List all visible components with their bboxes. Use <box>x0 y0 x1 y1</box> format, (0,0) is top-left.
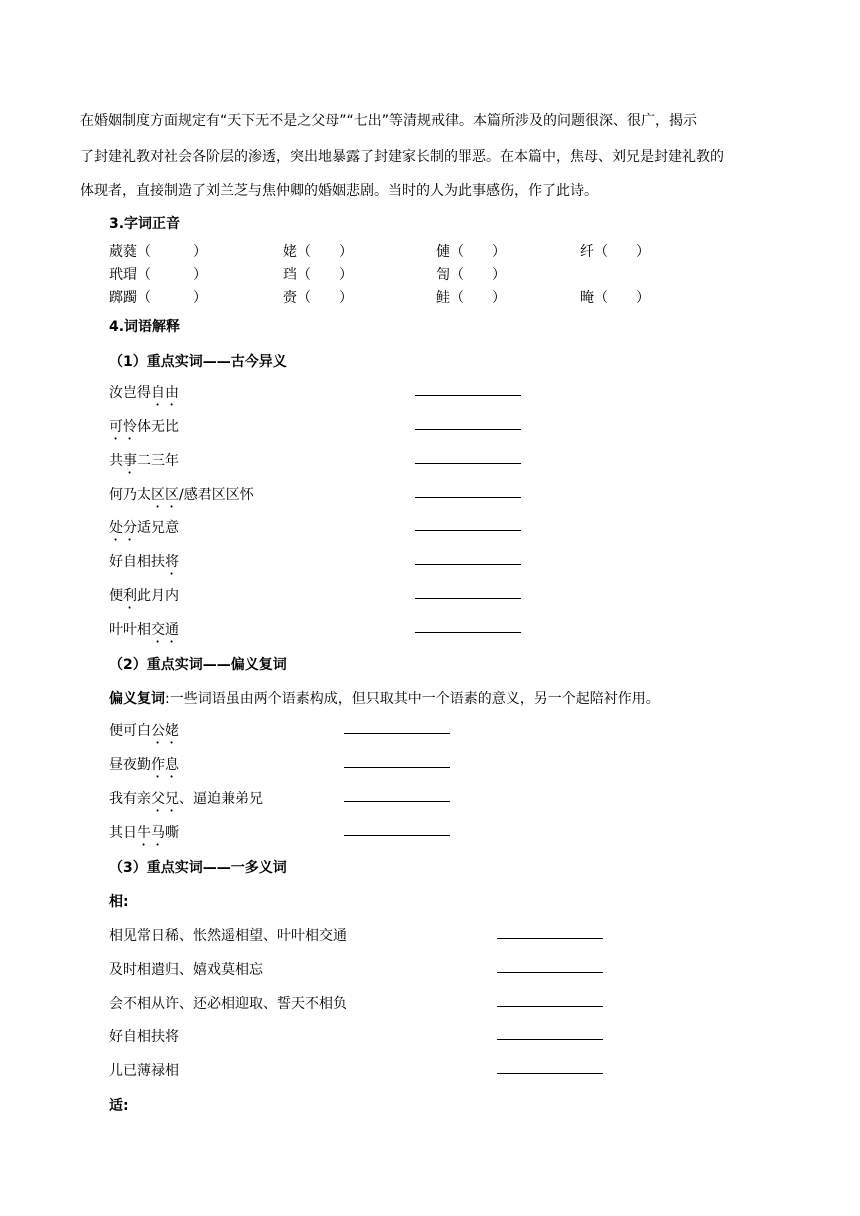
exercise-item: 便可白公姥 <box>109 723 179 739</box>
answer-blank[interactable] <box>415 463 521 464</box>
pron-cell: 姥（ ） <box>283 244 353 260</box>
exercise-item: 会不相从许、还必相迎取、誓天不相负 <box>109 996 347 1012</box>
intro-line-2: 了封建礼教对社会各阶层的渗透，突出地暴露了封建家长制的罪恶。在本篇中，焦母、刘兄是封建礼教的 <box>80 149 724 165</box>
answer-blank[interactable] <box>497 1073 603 1074</box>
section-3-heading: 3.字词正音 <box>109 216 181 232</box>
answer-blank[interactable] <box>415 497 521 498</box>
answer-blank[interactable] <box>497 1006 603 1007</box>
exercise-item: 儿已薄禄相 <box>109 1063 179 1079</box>
pron-cell: 纤（ ） <box>580 244 650 260</box>
exercise-item: 好自相扶将 <box>109 1029 179 1045</box>
answer-blank[interactable] <box>497 1039 603 1040</box>
intro-line-1: 在婚姻制度方面规定有“天下无不是之父母”“七出”等清规戒律。本篇所涉及的问题很深、很广，揭示 <box>80 113 698 129</box>
pron-cell: 赍（ ） <box>283 290 353 306</box>
answer-blank[interactable] <box>415 395 521 396</box>
pron-cell: 訇（ ） <box>436 267 506 283</box>
answer-blank[interactable] <box>497 972 603 973</box>
exercise-item: 何乃太区区/感君区区怀 <box>109 487 254 503</box>
answer-blank[interactable] <box>497 938 603 939</box>
exercise-item: 我有亲父兄、逼迫兼弟兄 <box>109 791 263 807</box>
sub-2-heading: （2）重点实词——偏义复词 <box>109 657 287 673</box>
exercise-item: 共事二三年 <box>109 453 179 469</box>
exercise-item: 叶叶相交通 <box>109 622 179 638</box>
pron-cell: 踯躅（ ） <box>109 290 207 306</box>
pron-cell: 晻（ ） <box>580 290 650 306</box>
exercise-item: 其日牛马嘶 <box>109 825 179 841</box>
exercise-item: 汝岂得自由 <box>109 385 179 401</box>
sub-3-heading: （3）重点实词——一多义词 <box>109 860 287 876</box>
answer-blank[interactable] <box>344 801 450 802</box>
exercise-item: 处分适兄意 <box>109 520 179 536</box>
polysemy-word: 适: <box>109 1098 129 1114</box>
pron-cell: 珰（ ） <box>283 267 353 283</box>
answer-blank[interactable] <box>415 429 521 430</box>
definition: 偏义复词:一些词语虽由两个语素构成，但只取其中一个语素的意义，另一个起陪衬作用。 <box>109 691 660 707</box>
exercise-item: 及时相遣归、嬉戏莫相忘 <box>109 962 263 978</box>
answer-blank[interactable] <box>344 835 450 836</box>
polysemy-word: 相: <box>109 894 129 910</box>
exercise-item: 昼夜勤作息 <box>109 757 179 773</box>
pron-cell: 僆（ ） <box>436 244 506 260</box>
exercise-item: 好自相扶将 <box>109 554 179 570</box>
exercise-item: 可怜体无比 <box>109 419 179 435</box>
answer-blank[interactable] <box>415 530 521 531</box>
pron-cell: 玳瑁（ ） <box>109 267 207 283</box>
pron-cell: 葳蕤（ ） <box>109 244 207 260</box>
sub-1-heading: （1）重点实词——古今异义 <box>109 354 287 370</box>
answer-blank[interactable] <box>344 733 450 734</box>
exercise-item: 便利此月内 <box>109 588 179 604</box>
pron-cell: 鲑（ ） <box>436 290 506 306</box>
answer-blank[interactable] <box>344 767 450 768</box>
answer-blank[interactable] <box>415 632 521 633</box>
answer-blank[interactable] <box>415 564 521 565</box>
intro-line-3: 体现者，直接制造了刘兰芝与焦仲卿的婚姻悲剧。当时的人为此事感伤，作了此诗。 <box>80 183 598 199</box>
exercise-item: 相见常日稀、怅然遥相望、叶叶相交通 <box>109 928 347 944</box>
section-4-heading: 4.词语解释 <box>109 319 181 335</box>
answer-blank[interactable] <box>415 598 521 599</box>
